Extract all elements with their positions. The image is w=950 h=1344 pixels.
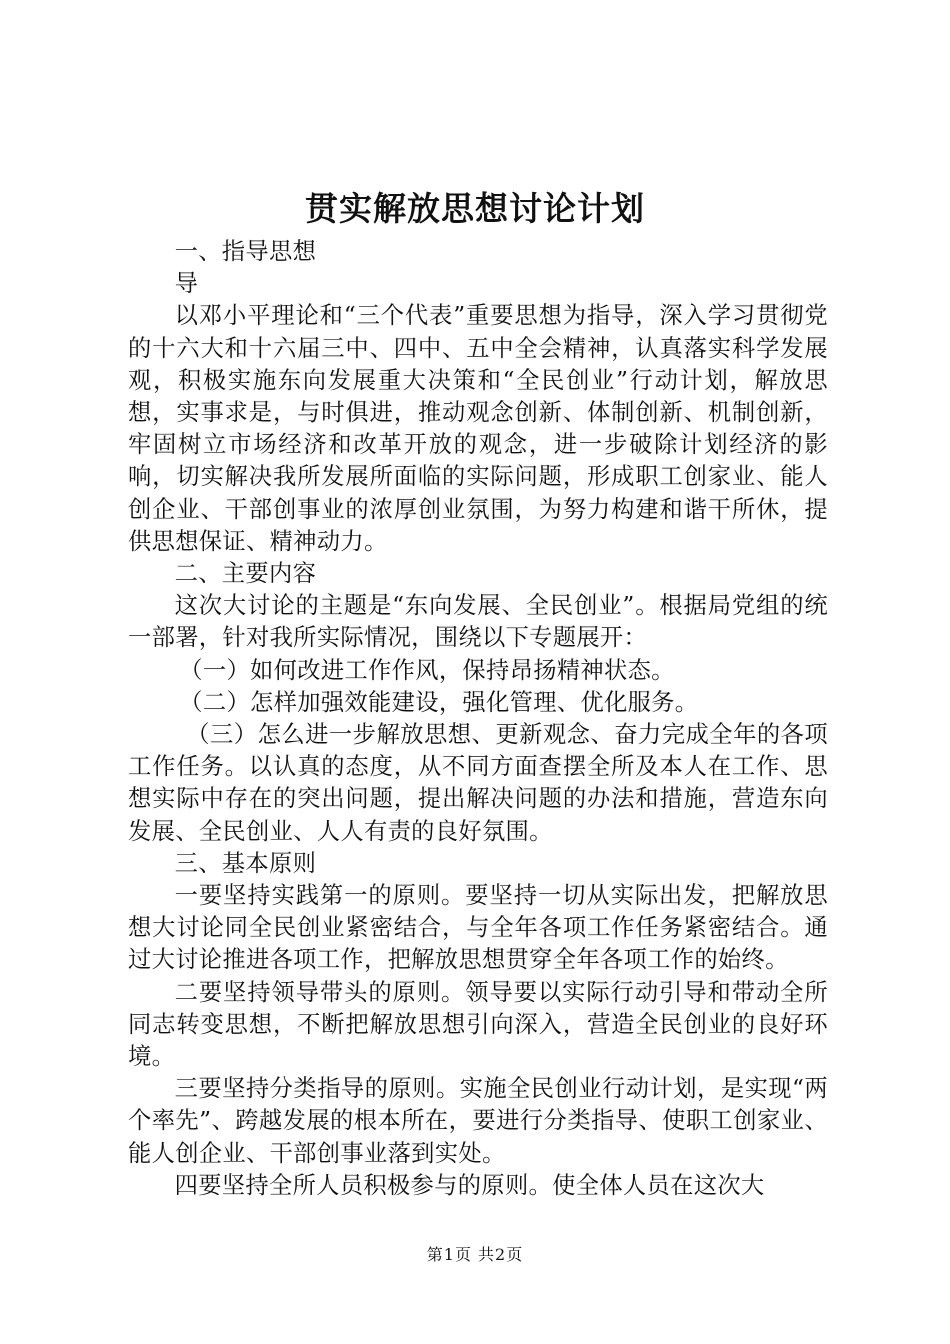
body-paragraph: 以邓小平理论和“三个代表”重要思想为指导，深入学习贯彻党的十六大和十六届三中、四中、五中全会精神，认真落实科学发展观，积极实施东向发展重大决策和“全民创业”行动计划，解放思想，实事求是，与时俱进，推动观念创新、体制创新、机制创新，牢固树立市场经济和改革开放的观念，进一步破除计划经济的影响，切实解决我所发展所面临的实际问题，形成职工创家业、能人创企业、干部创事业的浓厚创业氛围，为努力构建和谐干所休，提供思想保证、精神动力。 <box>128 302 828 555</box>
body-paragraph: 四要坚持全所人员积极参与的原则。使全体人员在这次大 <box>174 1171 765 1199</box>
section-heading-basic-principles: 三、基本原则 <box>174 849 317 877</box>
section-heading-main-content: 二、主要内容 <box>174 560 317 588</box>
list-item: （二）怎样加强效能建设，强化管理、优化服务。 <box>179 688 699 716</box>
body-paragraph: 这次大讨论的主题是“东向发展、全民创业”。根据局党组的统一部署，针对我所实际情况，围绕以下专题展开： <box>128 592 828 652</box>
list-item: （一）如何改进工作作风，保持昂扬精神状态。 <box>179 656 675 684</box>
body-paragraph: 一要坚持实践第一的原则。要坚持一切从实际出发，把解放思想大讨论同全民创业紧密结合，与全年各项工作任务紧密结合。通过大讨论推进各项工作，把解放思想贯穿全年各项工作的始终。 <box>128 882 828 974</box>
list-item: （三）怎么进一步解放思想、更新观念、奋力完成全年的各项工作任务。以认真的态度，从不同方面查摆全所及本人在工作、思想实际中存在的突出问题，提出解决问题的办法和措施，营造东向发展、全民创业、人人有责的良好氛围。 <box>128 721 828 845</box>
section-heading-guiding-thought: 一、指导思想 <box>174 238 317 265</box>
body-paragraph: 导 <box>174 270 199 298</box>
body-paragraph: 三要坚持分类指导的原则。实施全民创业行动计划，是实现“两个率先”、跨越发展的根本所在，要进行分类指导、使职工创家业、能人创企业、干部创事业落到实处。 <box>128 1075 828 1167</box>
document-body <box>128 236 828 1202</box>
page-number-footer: 第1页 共2页 <box>426 1245 524 1264</box>
document-title: 贯实解放思想讨论计划 <box>305 189 645 228</box>
body-paragraph: 二要坚持领导带头的原则。领导要以实际行动引导和带动全所同志转变思想，不断把解放思想引向深入，营造全民创业的良好环境。 <box>128 978 828 1071</box>
